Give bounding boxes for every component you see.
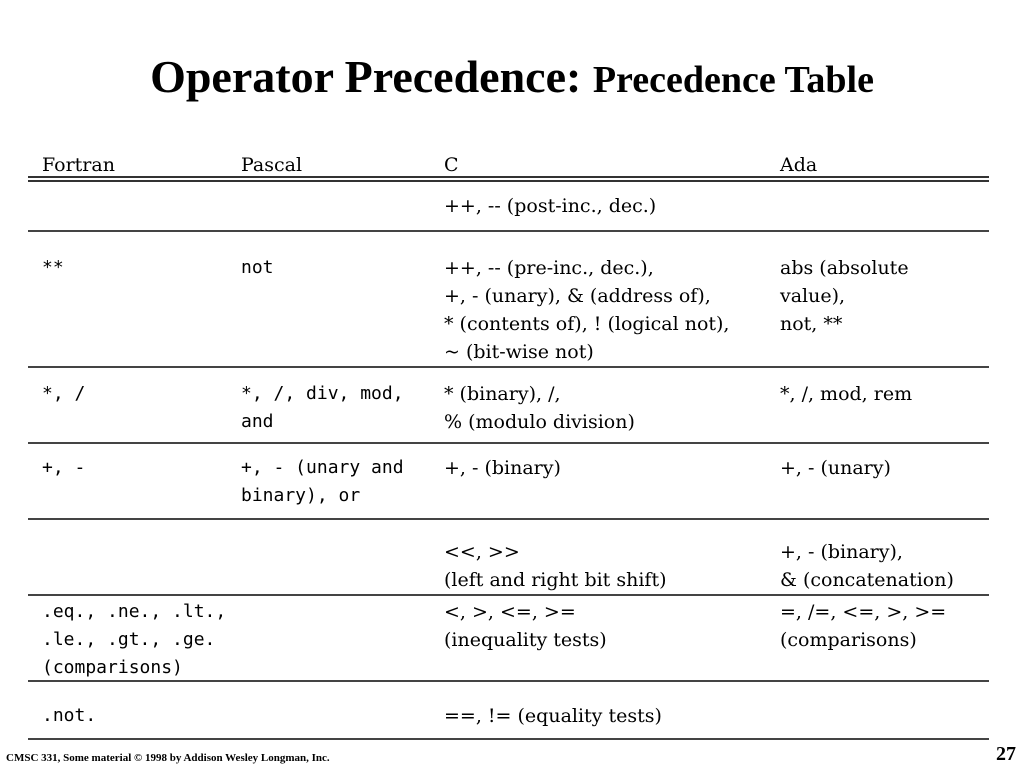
cell-line: +, - (unary and (241, 457, 404, 478)
cell-line: * (contents of), ! (logical not), (444, 313, 730, 335)
cell-line: <, >, <=, >= (444, 601, 576, 623)
footer-copyright: CMSC 331, Some material © 1998 by Addison Wesley Longman, Inc. (6, 752, 330, 764)
cell-fortran (42, 380, 85, 408)
cell-line: .eq., .ne., .lt., (42, 601, 227, 622)
header-ada: Ada (780, 154, 818, 176)
table-row (28, 596, 989, 682)
cell-fortran (42, 702, 96, 730)
title-sub: Precedence Table (592, 59, 874, 101)
cell-line: <<, >> (444, 541, 520, 563)
cell-line: +, - (binary), (780, 541, 903, 563)
table-row (28, 520, 989, 596)
table-row (28, 444, 989, 520)
cell-line: and (241, 411, 274, 432)
cell-c (444, 454, 561, 482)
cell-ada (780, 538, 954, 594)
cell-line: not, ** (780, 313, 843, 335)
cell-line: value), (780, 285, 846, 307)
cell-line: .le., .gt., .ge. (42, 629, 216, 650)
cell-ada (780, 254, 909, 338)
table-row (28, 182, 989, 232)
cell-fortran (42, 254, 64, 282)
cell-line: ** (42, 257, 64, 278)
table-body (28, 182, 989, 740)
cell-line: (comparisons) (42, 657, 183, 678)
cell-c (444, 254, 729, 366)
cell-line: *, / (42, 383, 86, 404)
cell-pascal (241, 454, 404, 510)
cell-line: (comparisons) (780, 629, 917, 651)
cell-pascal (241, 254, 274, 282)
cell-line: % (modulo division) (444, 411, 635, 433)
cell-c (444, 702, 662, 730)
header-c: C (444, 154, 459, 176)
cell-fortran (42, 598, 226, 682)
cell-line: ==, != (equality tests) (444, 705, 662, 727)
cell-line: =, /=, <=, >, >= (780, 601, 947, 623)
cell-line: not (241, 257, 274, 278)
header-fortran: Fortran (42, 154, 115, 176)
cell-line: & (concatenation) (780, 569, 954, 591)
cell-line: +, - (unary), & (address of), (444, 285, 711, 307)
cell-line: +, - (binary) (444, 457, 561, 479)
cell-c (444, 380, 635, 436)
cell-c (444, 538, 667, 594)
cell-line: .not. (42, 705, 97, 726)
table-row (28, 682, 989, 740)
cell-line: *, /, div, mod, (241, 383, 404, 404)
cell-line: (left and right bit shift) (444, 569, 667, 591)
cell-line: ~ (bit-wise not) (444, 341, 594, 363)
precedence-table (28, 142, 989, 740)
cell-line: ++, -- (post-inc., dec.) (444, 195, 657, 217)
cell-fortran (42, 454, 85, 482)
cell-line: (inequality tests) (444, 629, 607, 651)
cell-line: +, - (42, 457, 86, 478)
cell-ada (780, 380, 912, 408)
cell-c (444, 192, 656, 220)
cell-ada (780, 598, 946, 654)
cell-line: binary), or (241, 485, 361, 506)
cell-c (444, 598, 607, 654)
cell-line: * (binary), /, (444, 383, 561, 405)
cell-ada (780, 454, 891, 482)
page-number: 27 (996, 743, 1016, 765)
cell-line: +, - (unary) (780, 457, 891, 479)
slide-title (0, 50, 1024, 103)
cell-pascal (241, 380, 404, 436)
table-row (28, 368, 989, 444)
table-row (28, 232, 989, 368)
cell-line: *, /, mod, rem (780, 383, 913, 405)
cell-line: abs (absolute (780, 257, 909, 279)
header-pascal: Pascal (241, 154, 303, 176)
table-header-row (28, 142, 989, 176)
title-main: Operator Precedence: (150, 51, 593, 102)
cell-line: ++, -- (pre-inc., dec.), (444, 257, 654, 279)
